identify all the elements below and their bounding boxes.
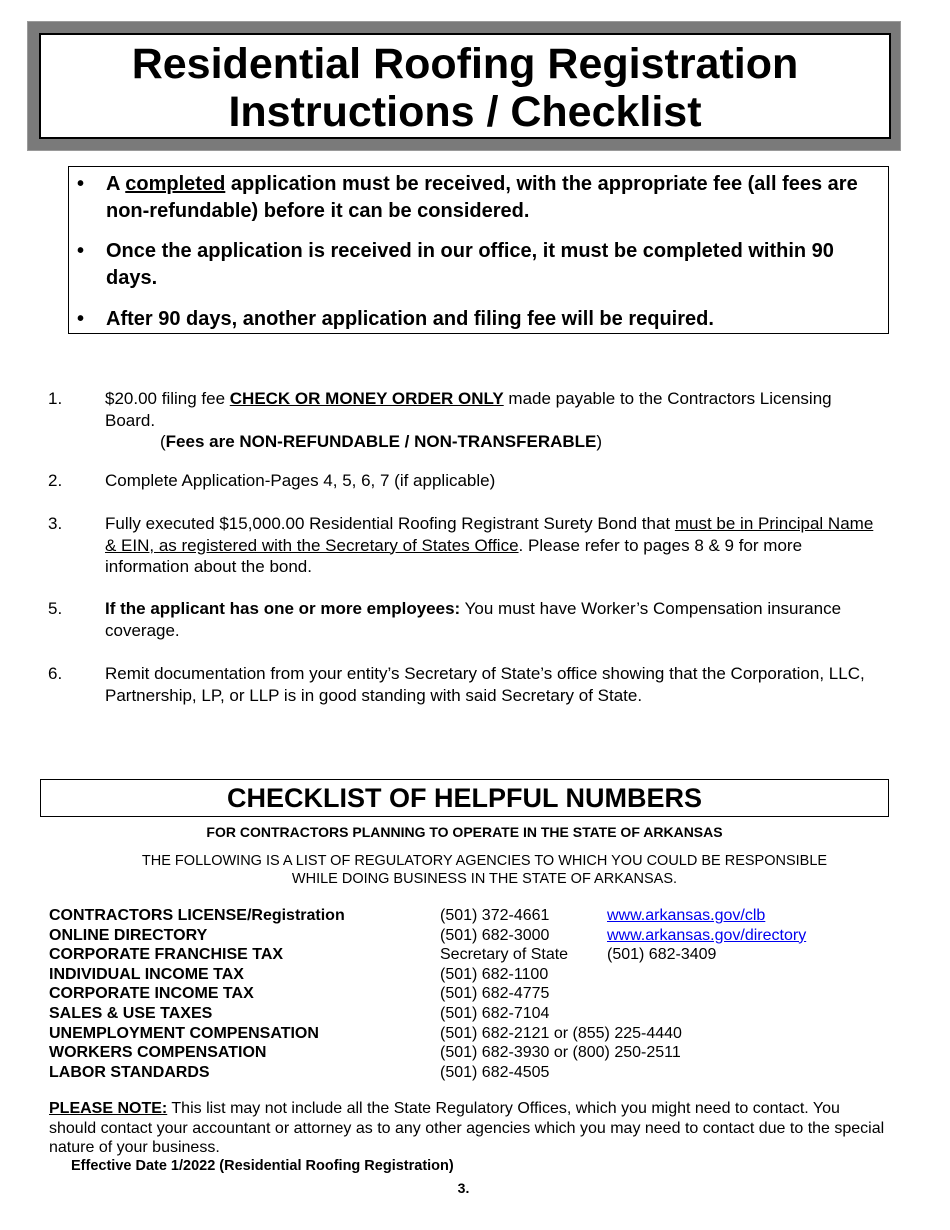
title-line-2: Instructions / Checklist: [228, 88, 702, 136]
item-3-text-start: Fully executed $15,000.00 Residential Roofing Registrant Surety Bond that: [105, 514, 675, 533]
directory-link[interactable]: www.arkansas.gov/directory: [607, 926, 807, 944]
agency-phone: (501) 682-1100: [440, 965, 549, 983]
checklist-subheading: FOR CONTRACTORS PLANNING TO OPERATE IN THE STATE OF ARKANSAS: [206, 824, 723, 840]
table-row: [49, 1004, 909, 1024]
agency-name: CORPORATE INCOME TAX: [49, 985, 254, 1003]
checklist-heading: CHECKLIST OF HELPFUL NUMBERS: [40, 779, 889, 817]
table-row: [49, 1024, 909, 1044]
item-5-text: You must have Worker’s Compensation insurance coverage.: [105, 599, 842, 640]
page-number: 3.: [457, 1180, 470, 1196]
page-title: [39, 33, 891, 139]
agency-phone: Secretary of State: [440, 946, 569, 964]
agency-name: ONLINE DIRECTORY: [49, 926, 208, 944]
table-row: [49, 1043, 909, 1063]
agency-phone: (501) 682-3930 or (800) 250-2511: [440, 1044, 681, 1062]
table-row: [49, 1063, 909, 1083]
bullet-1-text-start: A: [106, 173, 126, 195]
item-2-text: Complete Application-Pages 4, 5, 6, 7 (if applicable): [105, 471, 496, 490]
agency-name: CORPORATE FRANCHISE TAX: [49, 946, 284, 964]
employees-condition: If the applicant has one or more employees:: [105, 599, 461, 618]
checklist-intro: THE FOLLOWING IS A LIST OF REGULATORY AGENCIES TO WHICH YOU COULD BE RESPONSIBLE WHILE DOING BUSINESS IN THE STATE OF ARKANSAS.: [141, 853, 828, 887]
requirements-box: [68, 166, 889, 334]
agency-name: INDIVIDUAL INCOME TAX: [49, 965, 244, 983]
please-note: [49, 1099, 889, 1158]
item-number: 3.: [48, 514, 63, 533]
clb-link[interactable]: www.arkansas.gov/clb: [607, 907, 766, 924]
agency-extra-phone: (501) 682-3409: [607, 946, 717, 964]
item-number: 2.: [48, 471, 63, 490]
note-label: PLEASE NOTE:: [49, 1100, 168, 1117]
effective-date: Effective Date 1/2022 (Residential Roofing Registration): [71, 1158, 454, 1174]
bullet-1-text-end: application must be received, with the appropriate fee (all fees are non-refundable) before it can be considered.: [106, 173, 858, 222]
agency-name: CONTRACTORS LICENSE/Registration: [49, 907, 345, 924]
table-row: [49, 906, 909, 926]
agency-phone: (501) 682-7104: [440, 1004, 550, 1022]
title-line-1: Residential Roofing Registration: [131, 40, 799, 88]
table-row: [49, 965, 909, 985]
bullet-2-text: Once the application is received in our office, it must be completed within 90 days.: [106, 240, 834, 289]
helpful-numbers-list: [49, 906, 909, 1082]
agency-name: LABOR STANDARDS: [49, 1063, 210, 1081]
agency-name: WORKERS COMPENSATION: [49, 1044, 267, 1062]
agency-phone: (501) 372-4661: [440, 907, 550, 924]
agency-name: UNEMPLOYMENT COMPENSATION: [49, 1024, 319, 1042]
agency-phone: (501) 682-2121 or (855) 225-4440: [440, 1024, 682, 1042]
item-6-text: Remit documentation from your entity’s Secretary of State’s office showing that the Corporation, LLC, Partnership, LP, or LLP is in good standing with said Secretary of State.: [105, 664, 865, 705]
table-row: [49, 926, 909, 946]
bullet-dot: •: [77, 240, 85, 262]
note-text: This list may not include all the State Regulatory Offices, which you might need to contact. You should contact your accountant or attorney as to any other agencies which you may need to contact due to the special nature of your business.: [49, 1100, 885, 1156]
bullet-3-text: After 90 days, another application and filing fee will be required.: [106, 308, 714, 330]
bond-requirement-underline: must be in Principal Name & EIN, as registered with the Secretary of States Office: [105, 514, 874, 555]
agency-phone: (501) 682-3000: [440, 926, 550, 944]
item-number: 6.: [48, 664, 63, 683]
item-3-text-end: . Please refer to pages 8 & 9 for more information about the bond.: [105, 535, 803, 576]
table-row: [49, 984, 909, 1004]
agency-phone: (501) 682-4775: [440, 985, 550, 1003]
item-1-text-end: made payable to the Contractors Licensing Board.: [105, 389, 832, 430]
bullet-1-emphasis: completed: [125, 173, 226, 195]
agency-phone: (501) 682-4505: [440, 1063, 550, 1081]
title-frame: [27, 21, 901, 151]
bullet-dot: •: [77, 173, 85, 195]
bullet-dot: •: [77, 308, 85, 330]
payment-method-emphasis: CHECK OR MONEY ORDER ONLY: [229, 389, 504, 408]
fee-note: (Fees are NON-REFUNDABLE / NON-TRANSFERABLE): [160, 432, 603, 451]
table-row: [49, 945, 909, 965]
item-number: 5.: [48, 599, 63, 618]
agency-name: SALES & USE TAXES: [49, 1004, 213, 1022]
item-number: 1.: [48, 389, 63, 408]
item-1-text-start: $20.00 filing fee: [105, 389, 230, 408]
